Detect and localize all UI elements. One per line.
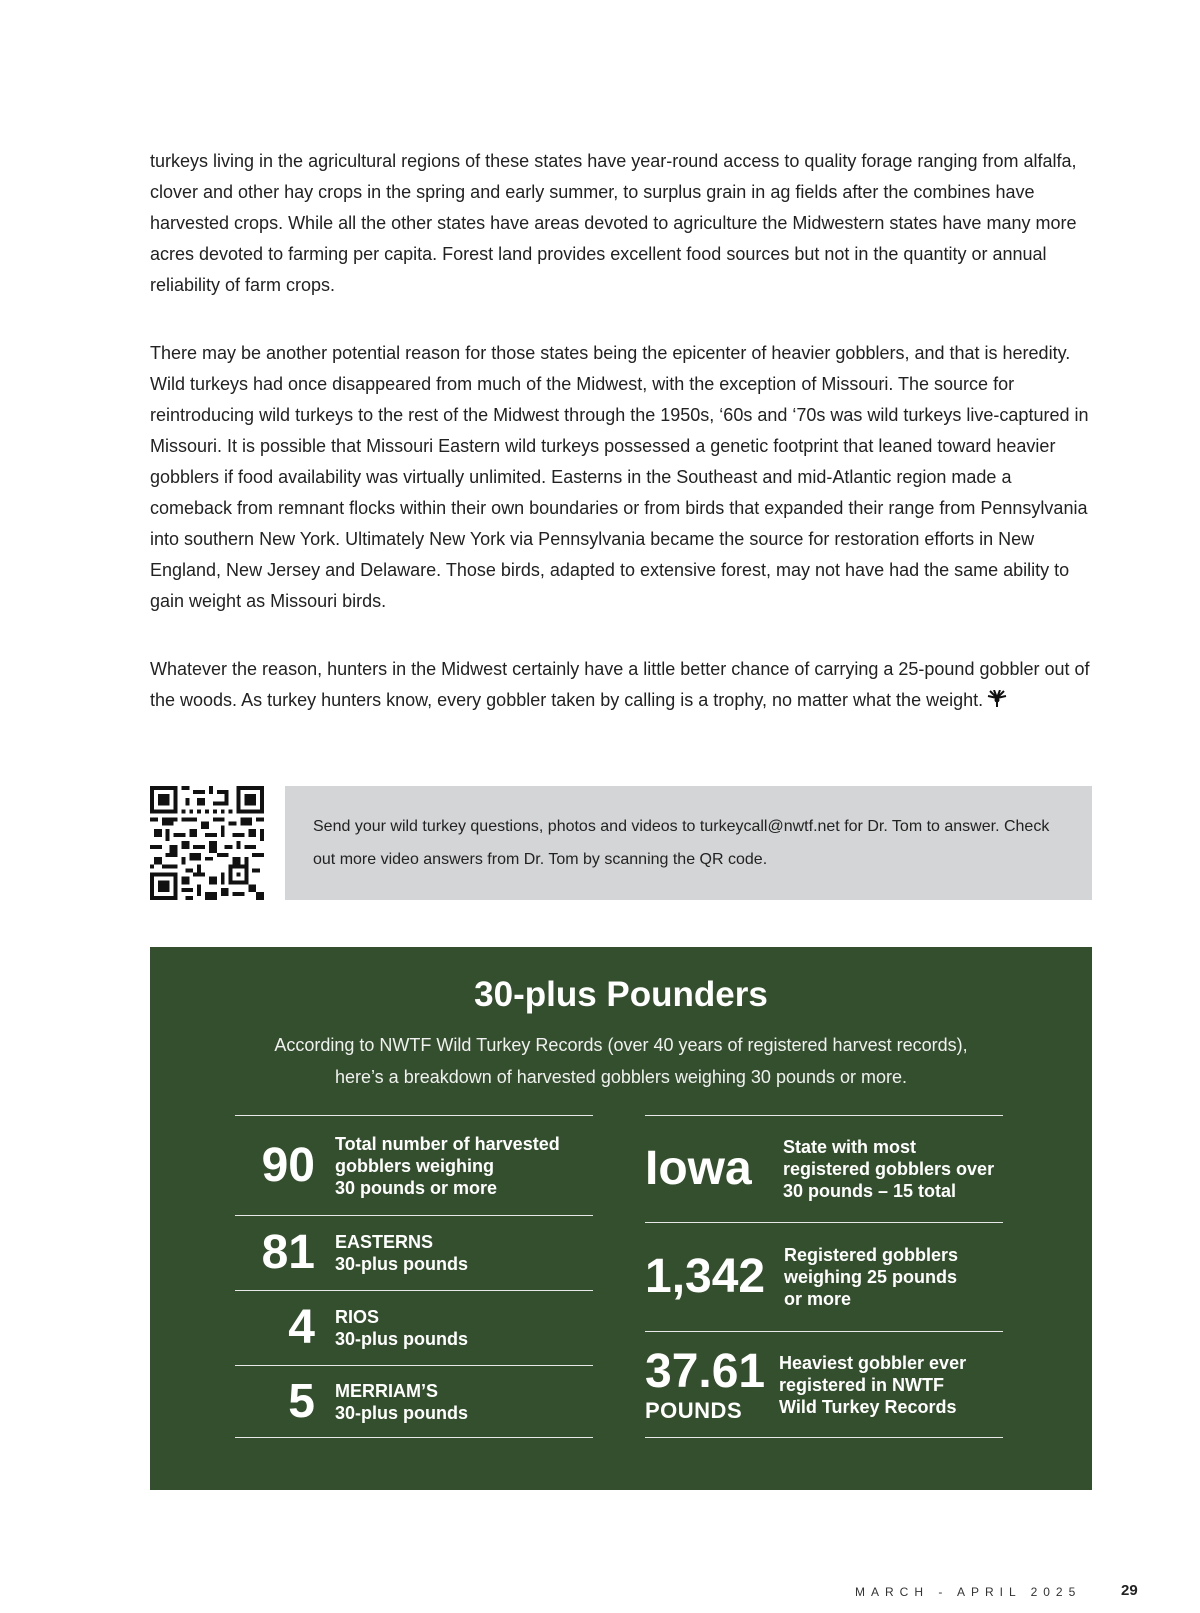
- stat-description: [335, 1380, 468, 1424]
- turkey-feather-icon: [987, 690, 1007, 708]
- stat-desc-line: 30 pounds or more: [335, 1177, 498, 1198]
- stat-desc-line: Total number of harvested: [335, 1133, 560, 1154]
- stat-desc-line: registered in NWTF: [779, 1374, 945, 1395]
- stat-description: [779, 1352, 966, 1418]
- stat-description: [335, 1133, 560, 1199]
- stat-desc-line: Wild Turkey Records: [779, 1396, 957, 1417]
- stat-value: 81: [261, 1226, 315, 1279]
- stat-desc-line: or more: [784, 1289, 852, 1309]
- stat-desc-line: Registered gobblers: [784, 1245, 959, 1265]
- sidebar-30-plus-pounders: [150, 947, 1092, 1490]
- stat-merriams: [235, 1365, 593, 1438]
- stat-unit: POUNDS: [645, 1397, 743, 1423]
- stat-25-pound-registered: [645, 1222, 1003, 1331]
- stat-top-state: [645, 1115, 1003, 1222]
- stat-value: 4: [288, 1301, 315, 1354]
- reader-questions-callout: [285, 786, 1092, 900]
- stat-heaviest-gobbler: [645, 1331, 1003, 1438]
- stat-value: 5: [288, 1374, 315, 1428]
- stat-desc-line: RIOS: [335, 1307, 380, 1327]
- paragraph-1: turkeys living in the agricultural regions of these states have year-round access to quality forage ranging from alfalfa, clover and other hay crops in the spring and early summer, to surplus grain in ag fields after the combines have harvested crops. While all the other states have areas devoted to agriculture the Midwestern states have many more acres devoted to farming per capita. Forest land provides excellent food sources but not in the quantity or annual reliability of farm crops.: [150, 151, 1077, 295]
- sidebar-subtitle-line-2: here’s a breakdown of harvested gobblers weighing 30 pounds or more.: [334, 1067, 908, 1087]
- stat-desc-line: weighing 25 pounds: [784, 1267, 958, 1287]
- stat-value: 90: [261, 1138, 315, 1192]
- stat-desc-line: 30 pounds – 15 total: [783, 1181, 957, 1201]
- stat-desc-line: 30-plus pounds: [335, 1402, 469, 1423]
- stat-description: [784, 1244, 958, 1310]
- issue-date: MARCH - APRIL 2025: [855, 1585, 1082, 1599]
- qr-code-icon[interactable]: [150, 786, 264, 900]
- stat-description: [335, 1306, 468, 1350]
- page-number: 29: [1121, 1582, 1138, 1599]
- stat-value: 37.61: [645, 1344, 766, 1398]
- stat-desc-line: Heaviest gobbler ever: [779, 1352, 967, 1373]
- stat-desc-line: MERRIAM’S: [335, 1380, 438, 1401]
- stat-value: 1,342: [645, 1250, 766, 1303]
- stat-desc-line: 30-plus pounds: [335, 1329, 469, 1349]
- callout-text: Send your wild turkey questions, photos and videos to turkeycall@nwtf.net for Dr. Tom to answer. Check out more video answers from Dr. Tom by scanning the QR code.: [313, 818, 1050, 868]
- stats-left-column: [235, 1115, 593, 1438]
- paragraph-2: There may be another potential reason for those states being the epicenter of heavier gobblers, and that is heredity. Wild turkeys had once disappeared from much of the Midwest, with the exception of Missouri. The source for reintroducing wild turkeys to the rest of the Midwest through the 1950s, ‘60s and ‘70s was wild turkeys live-captured in Missouri. It is possible that Missouri Eastern wild turkeys possessed a genetic footprint that leaned toward heavier gobblers if food availability was virtually unlimited. Easterns in the Southeast and mid-Atlantic region made a comeback from remnant flocks within their own boundaries or from birds that expanded their range from Pennsylvania into southern New York. Ultimately New York via Pennsylvania became the source for restoration efforts in New England, New Jersey and Delaware. Those birds, adapted to extensive forest, may not have had the same ability to gain weight as Missouri birds.: [150, 343, 1089, 611]
- article-body: [150, 146, 1090, 753]
- sidebar-subtitle: [150, 1029, 1092, 1093]
- stat-desc-line: gobblers weighing: [335, 1155, 495, 1176]
- stat-desc-line: registered gobblers over: [783, 1159, 995, 1179]
- stat-value-group: [645, 1344, 779, 1423]
- stat-easterns: [235, 1215, 593, 1290]
- stat-total: [235, 1115, 593, 1215]
- sidebar-subtitle-line-1: According to NWTF Wild Turkey Records (over 40 years of registered harvest records),: [274, 1035, 968, 1055]
- sidebar-title: 30-plus Pounders: [474, 975, 768, 1014]
- stat-desc-line: State with most: [783, 1137, 917, 1157]
- stat-desc-line: EASTERNS: [335, 1232, 434, 1252]
- paragraph-3: [150, 654, 1090, 716]
- stat-value: Iowa: [645, 1142, 752, 1195]
- stat-rios: [235, 1290, 593, 1365]
- stat-desc-line: 30-plus pounds: [335, 1254, 469, 1274]
- stat-description: [335, 1231, 468, 1275]
- stat-description: [783, 1136, 994, 1202]
- paragraph-3-text: Whatever the reason, hunters in the Midwest certainly have a little better chance of carrying a 25-pound gobbler out of the woods. As turkey hunters know, every gobbler taken by calling is a trophy, no matter what the weight.: [150, 659, 1090, 710]
- stats-right-column: [645, 1115, 1003, 1438]
